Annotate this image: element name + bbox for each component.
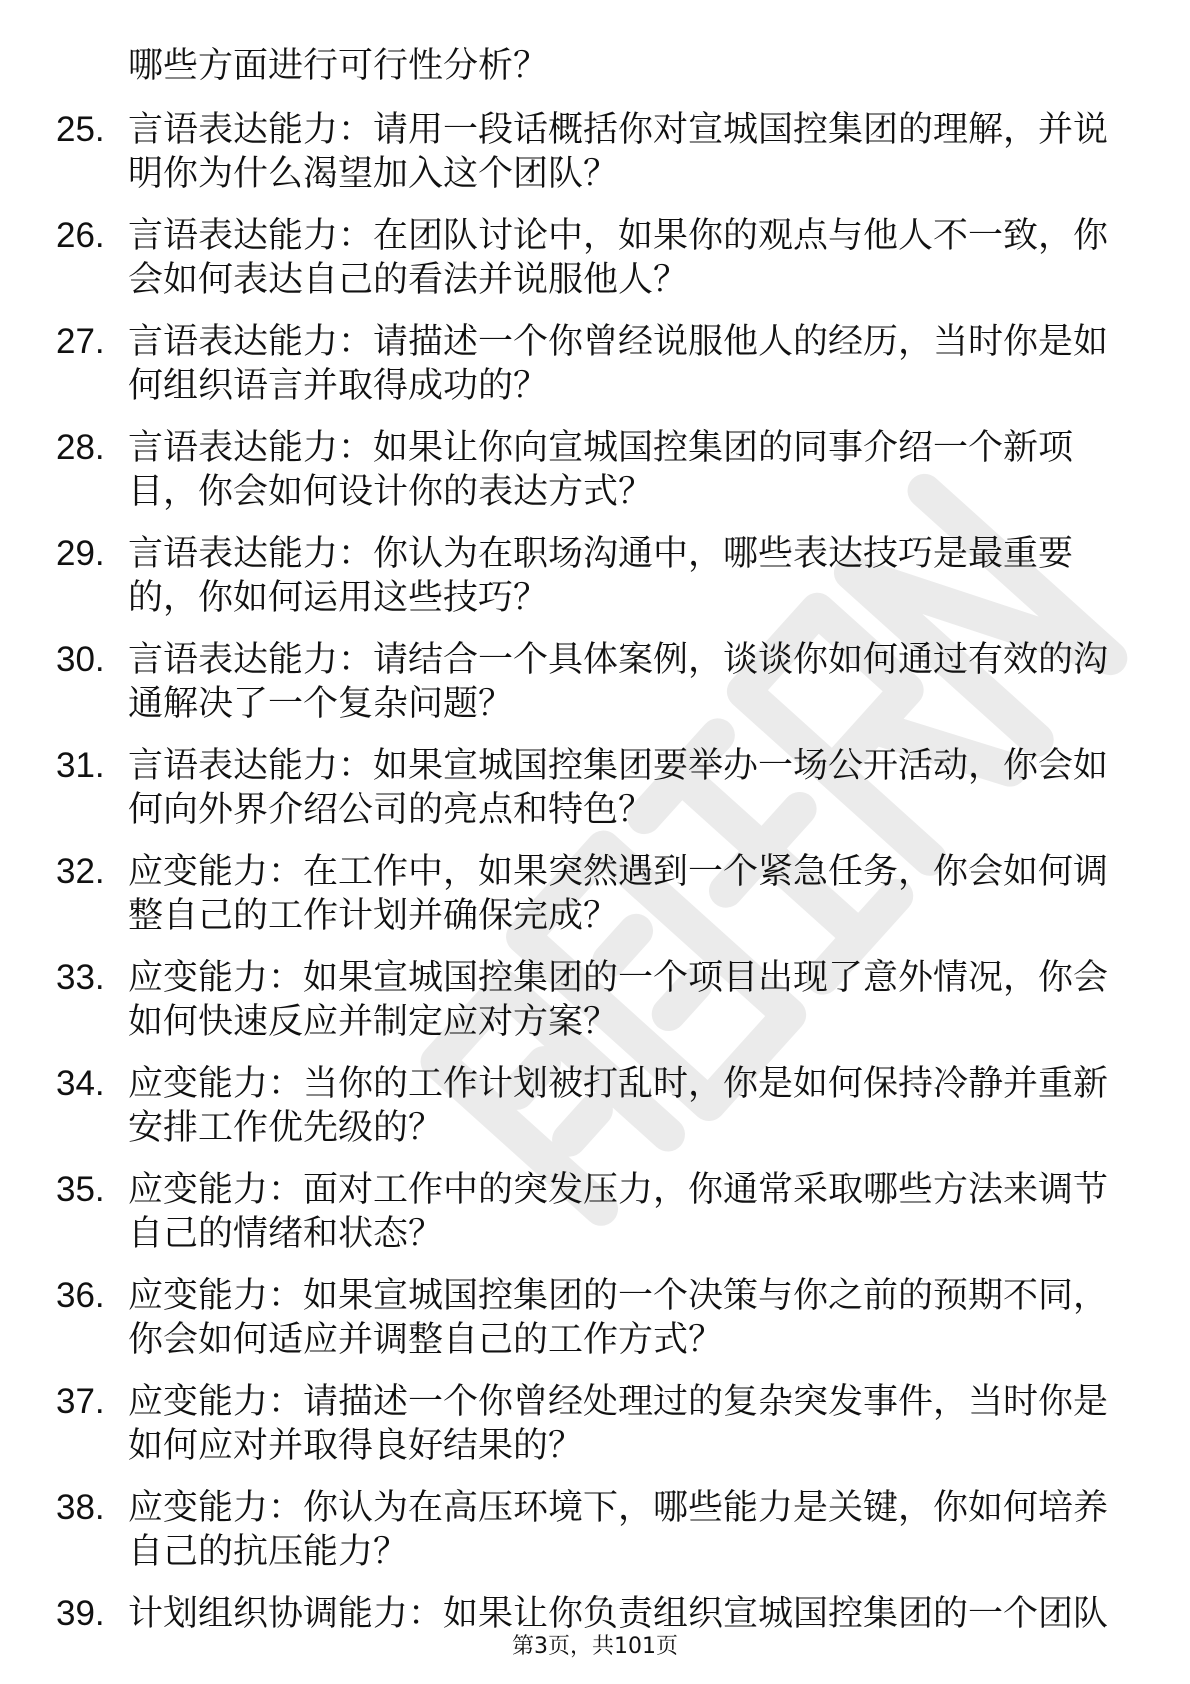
item-number: 39. [56, 1594, 105, 1633]
item-text: 计划组织协调能力：如果让你负责组织宣城国控集团的一个团队 [128, 1594, 1109, 1634]
item-number: 35. [56, 1170, 105, 1209]
list-item [56, 956, 1136, 1044]
item-text: 言语表达能力：请结合一个具体案例，谈谈你如何通过有效的沟通解决了一个复杂问题？ [128, 640, 1109, 724]
item-number: 30. [56, 640, 105, 679]
item-text: 言语表达能力：如果让你向宣城国控集团的同事介绍一个新项目，你会如何设计你的表达方式？ [128, 428, 1074, 512]
item-text: 应变能力：如果宣城国控集团的一个决策与你之前的预期不同，你会如何适应并调整自己的工作方式？ [128, 1276, 1109, 1360]
list-item [56, 1380, 1136, 1468]
item-number: 37. [56, 1382, 105, 1421]
item-text: 应变能力：在工作中，如果突然遇到一个紧急任务，你会如何调整自己的工作计划并确保完成？ [128, 852, 1109, 936]
item-number: 29. [56, 534, 105, 573]
list-item [56, 320, 1136, 408]
page-footer: 第3页，共101页 [512, 1634, 678, 1659]
list-item [56, 214, 1136, 302]
item-number: 36. [56, 1276, 105, 1315]
item-text: 言语表达能力：你认为在职场沟通中，哪些表达技巧是最重要的，你如何运用这些技巧？ [128, 534, 1074, 618]
question-list [56, 44, 1136, 1654]
item-text: 应变能力：请描述一个你曾经处理过的复杂突发事件，当时你是如何应对并取得良好结果的？ [128, 1382, 1109, 1466]
item-number: 33. [56, 958, 105, 997]
continued-line: 哪些方面进行可行性分析？ [128, 46, 549, 86]
item-number: 25. [56, 110, 105, 149]
items-container [56, 108, 1136, 1636]
item-number: 26. [56, 216, 105, 255]
list-item [56, 1486, 1136, 1574]
item-number: 38. [56, 1488, 105, 1527]
list-item [56, 1274, 1136, 1362]
item-number: 27. [56, 322, 105, 361]
item-text: 言语表达能力：请用一段话概括你对宣城国控集团的理解，并说明你为什么渴望加入这个团队？ [128, 110, 1109, 194]
list-item [56, 1062, 1136, 1150]
item-number: 34. [56, 1064, 105, 1103]
item-text: 言语表达能力：如果宣城国控集团要举办一场公开活动，你会如何向外界介绍公司的亮点和特色？ [128, 746, 1109, 830]
list-item [56, 532, 1136, 620]
item-text: 应变能力：如果宣城国控集团的一个项目出现了意外情况，你会如何快速反应并制定应对方案？ [128, 958, 1109, 1042]
list-item [56, 638, 1136, 726]
list-item [56, 108, 1136, 196]
list-item [56, 1592, 1136, 1636]
list-item [56, 744, 1136, 832]
item-text: 应变能力：你认为在高压环境下，哪些能力是关键，你如何培养自己的抗压能力？ [128, 1488, 1109, 1572]
item-text: 言语表达能力：在团队讨论中，如果你的观点与他人不一致，你会如何表达自己的看法并说服他人？ [128, 216, 1109, 300]
item-text: 应变能力：当你的工作计划被打乱时，你是如何保持冷静并重新安排工作优先级的？ [128, 1064, 1109, 1148]
item-text: 应变能力：面对工作中的突发压力，你通常采取哪些方法来调节自己的情绪和状态？ [128, 1170, 1109, 1254]
list-item [56, 426, 1136, 514]
item-number: 28. [56, 428, 105, 467]
item-number: 32. [56, 852, 105, 891]
item-text: 言语表达能力：请描述一个你曾经说服他人的经历，当时你是如何组织语言并取得成功的？ [128, 322, 1109, 406]
item-number: 31. [56, 746, 105, 785]
list-item [56, 850, 1136, 938]
list-item [56, 1168, 1136, 1256]
